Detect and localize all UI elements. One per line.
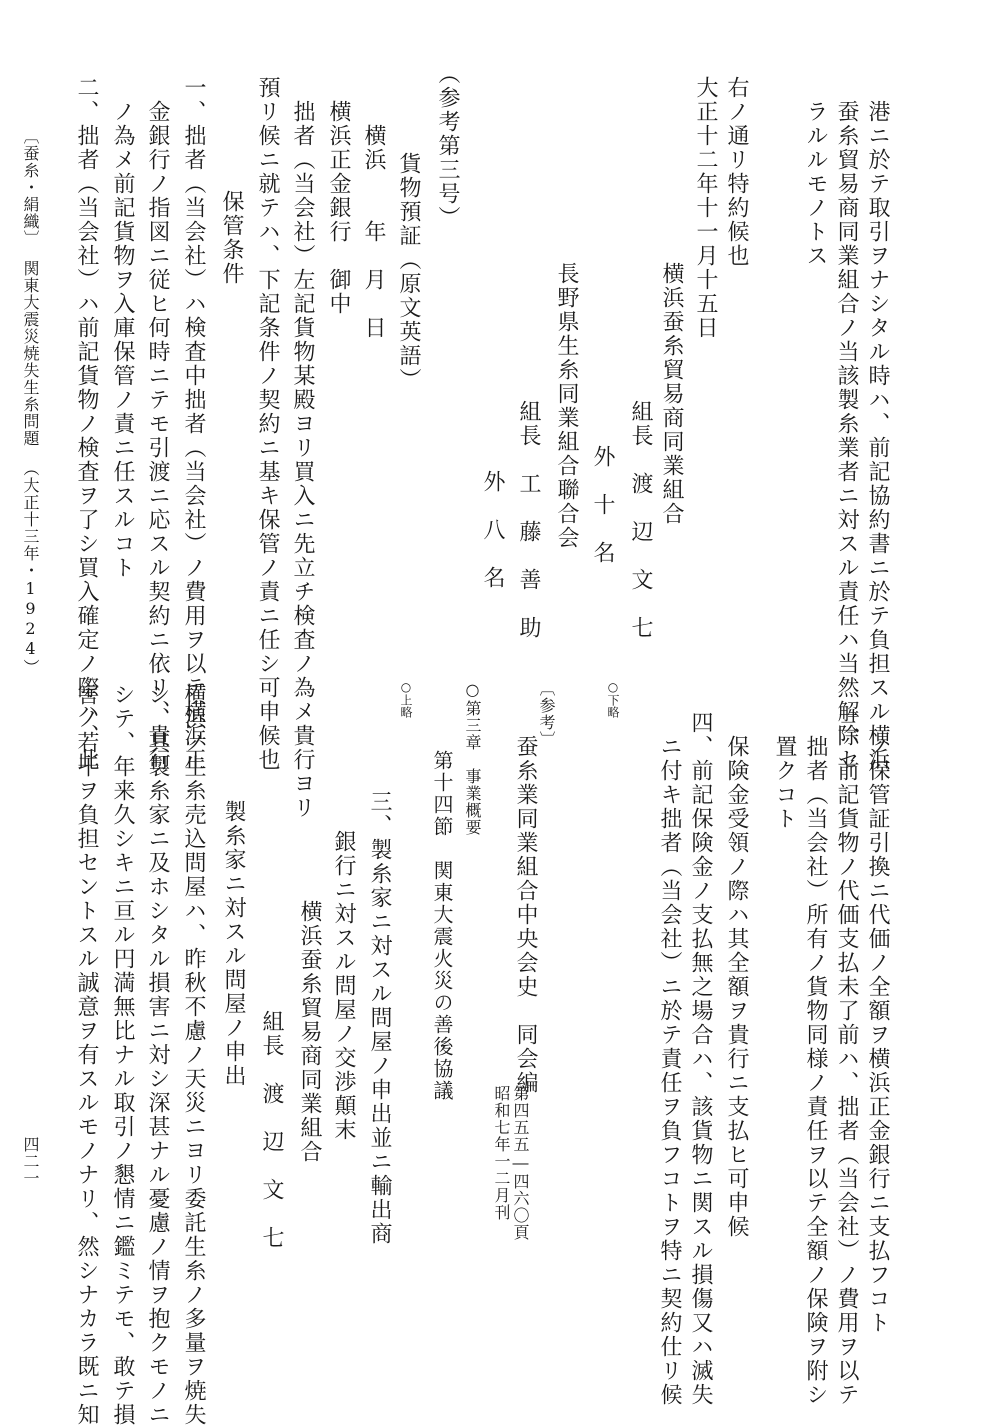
running-era: （大正十三年・1924） [21, 460, 40, 676]
signatory-name: 組長 工 藤 善 助 [516, 400, 541, 640]
omission-note: ○下略 [606, 680, 620, 718]
chapter-heading: ○第三章 事業概要 [463, 680, 482, 836]
source-pages: 第四五五―四六〇頁 [511, 1085, 530, 1241]
running-title: 関東大震災焼失生糸問題 [21, 260, 40, 447]
text-column: 三、製糸家ニ対スル問屋ノ申出並ニ輸出商 [367, 790, 392, 1246]
text-column: 四、前記保険金ノ支払無之場合ハ、該貨物ニ関スル損傷又ハ滅失 [688, 711, 713, 1407]
text-column: ラルルモノトス [803, 100, 828, 268]
source-title: 蚕糸業同業組合中央会史 同会編 [513, 735, 538, 1095]
text-column: 一、拙者（当会社）ハ検査中拙者（当会社）ノ費用ヲ以テ横浜正 [181, 76, 206, 772]
page-number: 四二一 [21, 1136, 40, 1187]
text-column: 横浜ノ生糸売込問屋ハ、昨秋不慮ノ天災ニヨリ委託生糸ノ多量ヲ焼失 [181, 683, 206, 1427]
text-column: 害ノ若干ヲ負担セントスル誠意ヲ有スルモノナリ、然シナカラ既ニ知 [74, 683, 99, 1427]
text-column: 銀行ニ対スル問屋ノ交渉顛末 [331, 830, 356, 1142]
text-column: シテ、年来久シキニ亘ル円満無比ナル取引ノ懇情ニ鑑ミテモ、敢テ損 [110, 683, 135, 1427]
text-column: 横浜 年 月 日 [361, 124, 386, 340]
text-column: 預リ候ニ就テハ、下記条件ノ契約ニ基キ保管ノ責ニ任シ可申候也 [255, 76, 280, 772]
text-column: シ、其製糸家ニ及ホシタル損害ニ対シ深甚ナル憂慮ノ情ヲ抱クモノニ [145, 683, 170, 1427]
text-column: 拙者（当会社）左記貨物某殿ヨリ買入ニ先立チ検査ノ為メ貴行ヨリ [290, 100, 315, 820]
reference-tag: 〔参考〕 [537, 680, 556, 748]
text-column: 三、前記貨物ノ代価支払未了前ハ、拙者（当会社）ノ費用ヲ以テ [834, 711, 859, 1407]
signatory-others: 外 八 名 [480, 470, 505, 590]
signatory-org: 長野県生糸同業組合聯合会 [554, 262, 579, 550]
text-column: ニ付キ拙者（当会社）ニ於テ責任ヲ負フコトヲ特ニ契約仕リ候 [657, 735, 682, 1407]
signatory-org: 横浜蚕糸貿易商同業組合 [659, 262, 684, 526]
text-column: 右ノ通リ特約候也 [724, 76, 749, 268]
signatory-others: 外 十 名 [590, 445, 615, 565]
text-column: 保険金受領ノ際ハ其全額ヲ貴行ニ支払ヒ可申候 [724, 735, 749, 1239]
source-date: 昭和七年一二月刊 [492, 1085, 511, 1221]
section-heading: 第十四節 関東大震火災の善後協議 [430, 750, 454, 1102]
text-column: 拙者（当会社）所有ノ貨物同様ノ責任ヲ以テ全額ノ保険ヲ附シ [803, 735, 828, 1407]
signatory-name: 組長 渡 辺 文 七 [628, 400, 653, 640]
text-column: 大正十二年十一月十五日 [693, 76, 718, 340]
text-column: 金銀行ノ指図ニ従ヒ何時ニテモ引渡ニ応スル契約ニ依リ、貴行 [145, 100, 170, 772]
subheading: 保管条件 [219, 190, 244, 286]
text-column: 蚕糸貿易商同業組合ノ当該製糸業者ニ対スル責任ハ当然解除セ [834, 100, 859, 772]
text-column: 置クコト [772, 735, 797, 831]
text-column: ノ為メ前記貨物ヲ入庫保管ノ責ニ任スルコト [110, 100, 135, 580]
document-title: 貨物預証（原文英語） [396, 152, 421, 392]
section-heading: （参考第三号） [435, 62, 460, 230]
text-column: ノ保管証引換ニ代価ノ全額ヲ横浜正金銀行ニ支払フコト [865, 735, 890, 1335]
text-column: 横浜正金銀行 御中 [326, 100, 351, 316]
signatory-org: 横浜蚕糸貿易商同業組合 [297, 900, 322, 1164]
text-column: 港ニ於テ取引ヲナシタル時ハ、前記協約書ニ於テ負担スル横浜 [865, 100, 890, 772]
subheading: 製糸家ニ対スル問屋ノ申出 [221, 800, 246, 1088]
signatory-name: 組長 渡 辺 文 七 [259, 1010, 284, 1250]
text-column: 二、拙者（当会社）ハ前記貨物ノ検査ヲ了シ買入確定ノ際ハ、此 [74, 76, 99, 772]
category-tag: 〔蚕糸・絹織〕 [21, 128, 40, 247]
omission-note: ○上略 [399, 680, 413, 718]
